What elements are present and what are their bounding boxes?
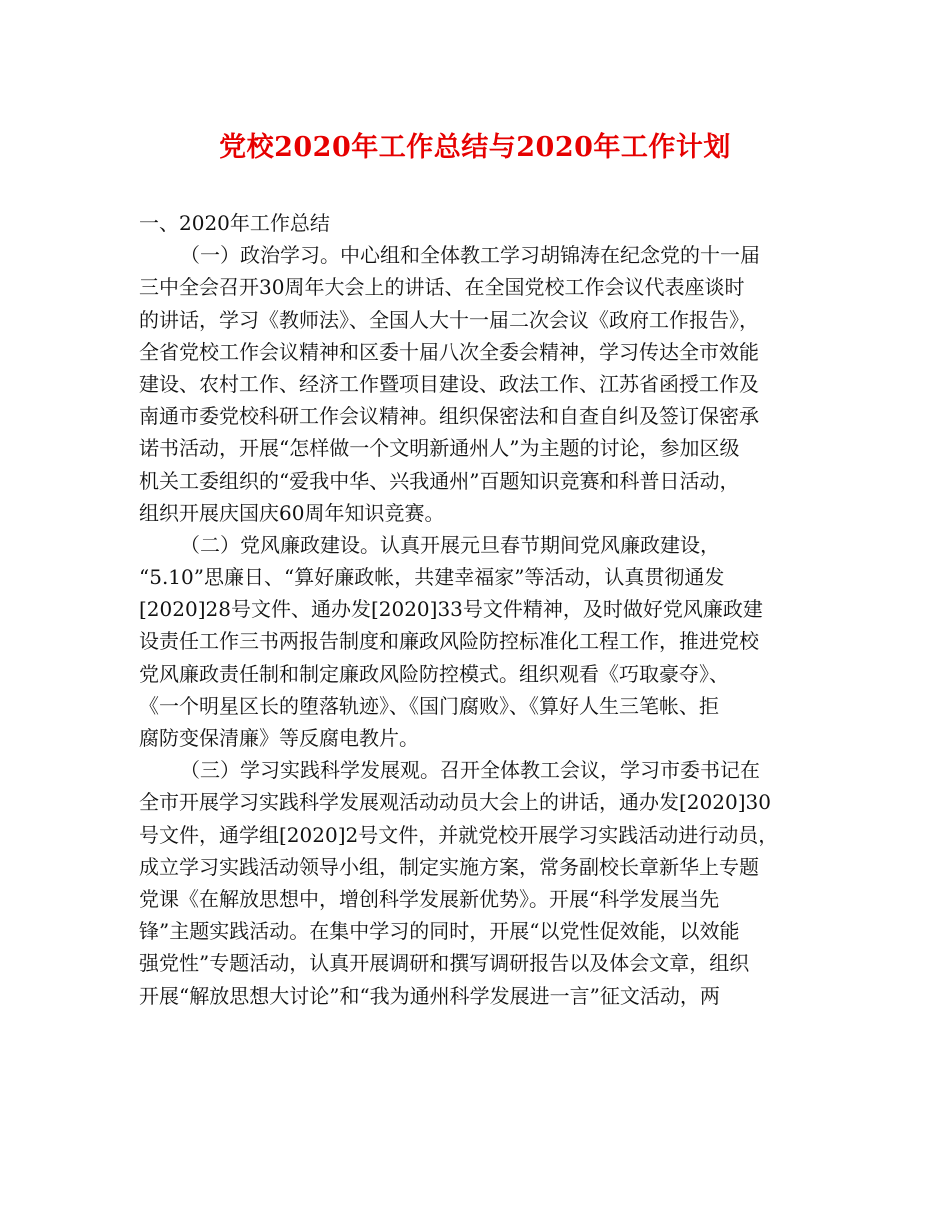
document-title: 党校2020年工作总结与2020年工作计划 (219, 132, 731, 163)
document-body (139, 207, 814, 1012)
text-line: 三中全会召开30周年大会上的讲话、在全国党校工作会议代表座谈时 (139, 275, 745, 300)
text-line: 的讲话，学习《教师法》、全国人大十一届二次会议《政府工作报告》， (139, 307, 759, 332)
text-line: 《一个明星区长的堕落轨迹》、《国门腐败》、《算好人生三笔帐、拒 (139, 693, 719, 718)
text-line: 全省党校工作会议精神和区委十届八次全委会精神，学习传达全市效能 (139, 339, 759, 364)
text-line: （一）政治学习。中心组和全体教工学习胡锦涛在纪念党的十一届 (180, 243, 760, 268)
text-line: 强党性”专题活动，认真开展调研和撰写调研报告以及体会文章，组织 (139, 951, 750, 976)
text-line: 建设、农村工作、经济工作暨项目建设、政法工作、江苏省函授工作及 (139, 371, 759, 396)
text-line: 一、2020年工作总结 (139, 211, 330, 235)
text-line: “5.10”思廉日、“算好廉政帐，共建幸福家”等活动，认真贯彻通发 (139, 565, 725, 590)
text-line: 锋”主题实践活动。在集中学习的同时，开展“以党性促效能，以效能 (139, 919, 740, 944)
text-line: 南通市委党校科研工作会议精神。组织保密法和自查自纠及签订保密承 (139, 404, 759, 429)
text-line: 党风廉政责任制和制定廉政风险防控模式。组织观看《巧取豪夺》、 (139, 661, 729, 686)
text-line: 组织开展庆国庆60周年知识竞赛。 (139, 500, 445, 525)
text-line: 机关工委组织的“爱我中华、兴我通州”百题知识竞赛和科普日活动， (139, 468, 740, 493)
text-line: 开展“解放思想大讨论”和“我为通州科学发展进一言”征文活动，两 (139, 983, 720, 1008)
text-line: （二）党风廉政建设。认真开展元旦春节期间党风廉政建设， (180, 532, 720, 557)
text-line: 诺书活动，开展“怎样做一个文明新通州人”为主题的讨论，参加区级 (139, 436, 740, 461)
text-line: 党课《在解放思想中，增创科学发展新优势》。开展“科学发展当先 (139, 886, 720, 911)
text-line: [2020]28号文件、通办发[2020]33号文件精神，及时做好党风廉政建 (139, 597, 763, 622)
text-line: 成立学习实践活动领导小组，制定实施方案，常务副校长章新华上专题 (139, 854, 759, 879)
text-line: （三）学习实践科学发展观。召开全体教工会议，学习市委书记在 (180, 758, 760, 783)
text-line: 腐防变保清廉》等反腐电教片。 (139, 726, 419, 750)
text-line: 号文件，通学组[2020]2号文件，并就党校开展学习实践活动进行动员， (139, 822, 779, 847)
text-line: 全市开展学习实践科学发展观活动动员大会上的讲话，通办发[2020]30 (139, 790, 771, 815)
text-line: 设责任工作三书两报告制度和廉政风险防控标准化工程工作，推进党校 (139, 629, 759, 654)
